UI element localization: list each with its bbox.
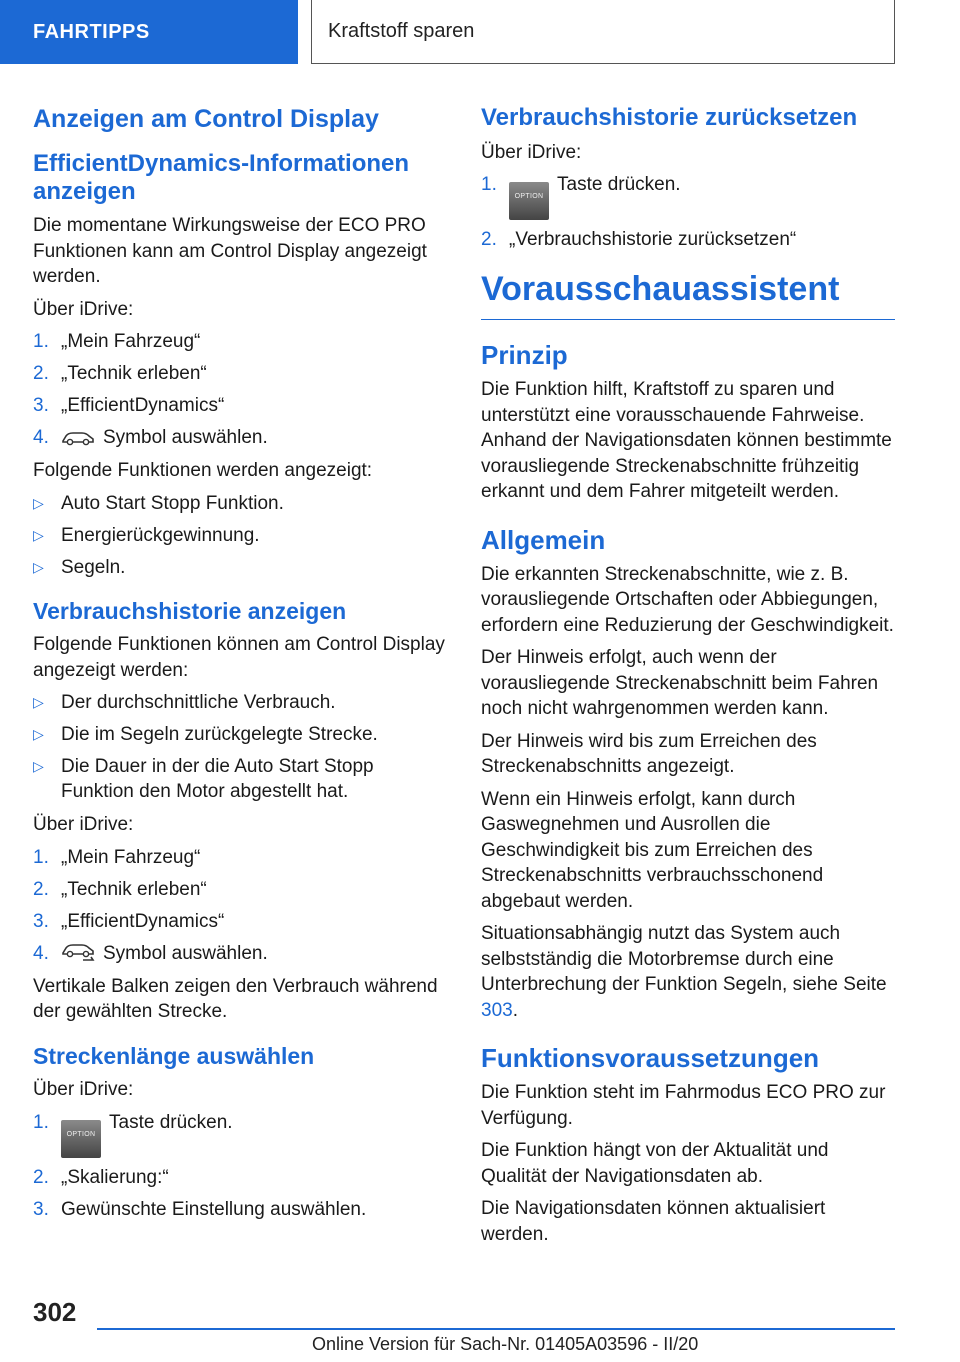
heading-vorausschauassistent: Vorausschauassistent	[481, 270, 895, 320]
paragraph: Die erkannten Streckenabschnitte, wie z. B. vorausliegende Ortschaften oder Abbiegungen, erfordern eine Reduzierung der Geschwindigkeit.	[481, 563, 894, 636]
paragraph: Die momentane Wirkungsweise der ECO PRO Funktionen kann am Control Display angezeigt werden.	[33, 215, 427, 288]
list-item: ▷ Die Dauer in der die Auto Start Stopp Funktion den Motor abgestellt hat.	[33, 756, 374, 803]
heading-verbrauchshistorie: Verbrauchshistorie anzeigen	[33, 597, 347, 624]
page-link[interactable]: 303	[481, 999, 513, 1021]
paragraph: Die Funktion hängt von der Aktualität und Qualität der Navigationsdaten ab.	[481, 1140, 829, 1187]
car-sailing-icon	[61, 943, 95, 963]
heading-allgemein: Allgemein	[481, 524, 606, 555]
car-eco-icon	[61, 429, 95, 447]
heading-prinzip: Prinzip	[481, 340, 568, 371]
list-item: 2. „Skalierung:“	[33, 1166, 169, 1188]
list-item: 3. Gewünschte Einstellung auswählen.	[33, 1198, 367, 1220]
list-item: ▷ Auto Start Stopp Funktion.	[33, 492, 284, 514]
option-button-icon: OPTION	[61, 1120, 101, 1158]
right-column	[481, 100, 895, 1254]
left-column	[33, 100, 449, 1230]
paragraph: Über iDrive:	[481, 141, 582, 163]
steps-list	[33, 1110, 449, 1222]
paragraph: Die Funktion hilft, Kraftstoff zu sparen und unterstützt eine vorausschauende Fahrweise. Anhand der Navigationsdaten können bestimmte vorausliegende Streckenabschnitte frühzeitig erkannt und dem Fahrer mitgeteilt werden.	[481, 379, 892, 503]
paragraph: Der Hinweis wird bis zum Erreichen des Streckenabschnitts angezeigt.	[481, 730, 817, 778]
paragraph: Folgende Funktionen können am Control Display angezeigt werden:	[33, 634, 445, 681]
option-button-icon: OPTION	[509, 182, 549, 220]
paragraph: Situationsabhängig nutzt das System auch selbstständig die Motorbremse durch eine Unterbrechung der Funktion Segeln, siehe Seite 303.	[481, 923, 887, 1021]
bullet-list	[33, 690, 449, 804]
paragraph: Über iDrive:	[33, 814, 134, 836]
list-item: ▷ Die im Segeln zurückgelegte Strecke.	[33, 724, 378, 746]
list-item: 2. „Technik erleben“	[33, 878, 207, 900]
paragraph: Über iDrive:	[33, 298, 134, 320]
footer-divider	[97, 1328, 895, 1330]
list-item: ▷ Segeln.	[33, 556, 126, 578]
page-number: 302	[33, 1297, 77, 1327]
list-item: 1. „Mein Fahrzeug“	[33, 846, 201, 868]
list-item: 1. OPTIONTaste drücken.	[33, 1110, 449, 1158]
list-item: 4. Symbol auswählen.	[33, 942, 268, 964]
heading-streckenlaenge: Streckenlänge auswählen	[33, 1042, 315, 1069]
footer-text: Online Version für Sach-Nr. 01405A03596 - II/20	[312, 1334, 699, 1354]
list-item: 2. „Verbrauchshistorie zurücksetzen“	[481, 229, 797, 251]
bullet-list	[33, 491, 449, 580]
section-label: FAHRTIPPS	[33, 20, 150, 43]
list-item: 1. „Mein Fahrzeug“	[33, 331, 201, 353]
list-item: 3. „EfficientDynamics“	[33, 395, 225, 417]
heading-control-display: Anzeigen am Control Display	[33, 105, 379, 133]
list-item: 1. OPTIONTaste drücken.	[481, 172, 895, 220]
list-item: ▷ Energierückgewinnung.	[33, 524, 260, 546]
paragraph: Vertikale Balken zeigen den Verbrauch während der gewählten Strecke.	[33, 975, 438, 1023]
paragraph: Die Navigationsdaten können aktualisiert werden.	[481, 1198, 826, 1245]
steps-list	[33, 329, 449, 450]
heading-efficientdynamics: EfficientDynamics-Informationen anzeigen	[33, 150, 410, 205]
list-item: 4. Symbol auswählen.	[33, 427, 268, 449]
chapter-tab	[311, 0, 895, 64]
list-item: 2. „Technik erleben“	[33, 363, 207, 385]
chapter-title: Kraftstoff sparen	[328, 20, 475, 42]
steps-list	[481, 172, 895, 252]
section-tab	[0, 0, 298, 64]
heading-reset: Verbrauchshistorie zurücksetzen	[481, 104, 858, 131]
list-item: 3. „EfficientDynamics“	[33, 910, 225, 932]
paragraph: Der Hinweis erfolgt, auch wenn der vorausliegende Streckenabschnitt beim Fahren noch nicht wahrgenommen werden kann.	[481, 647, 879, 720]
steps-list	[33, 845, 449, 966]
paragraph: Wenn ein Hinweis erfolgt, kann durch Gaswegnehmen und Ausrollen die Geschwindigkeit bis zum Erreichen des Streckenabschnitts verbrauchsschonend abgebaut werden.	[481, 788, 824, 912]
list-item: ▷ Der durchschnittliche Verbrauch.	[33, 692, 336, 714]
heading-funktionsvoraussetzungen: Funktionsvoraussetzungen	[481, 1043, 820, 1074]
paragraph: Die Funktion steht im Fahrmodus ECO PRO zur Verfügung.	[481, 1082, 886, 1129]
paragraph: Folgende Funktionen werden angezeigt:	[33, 460, 373, 482]
paragraph: Über iDrive:	[33, 1079, 134, 1101]
